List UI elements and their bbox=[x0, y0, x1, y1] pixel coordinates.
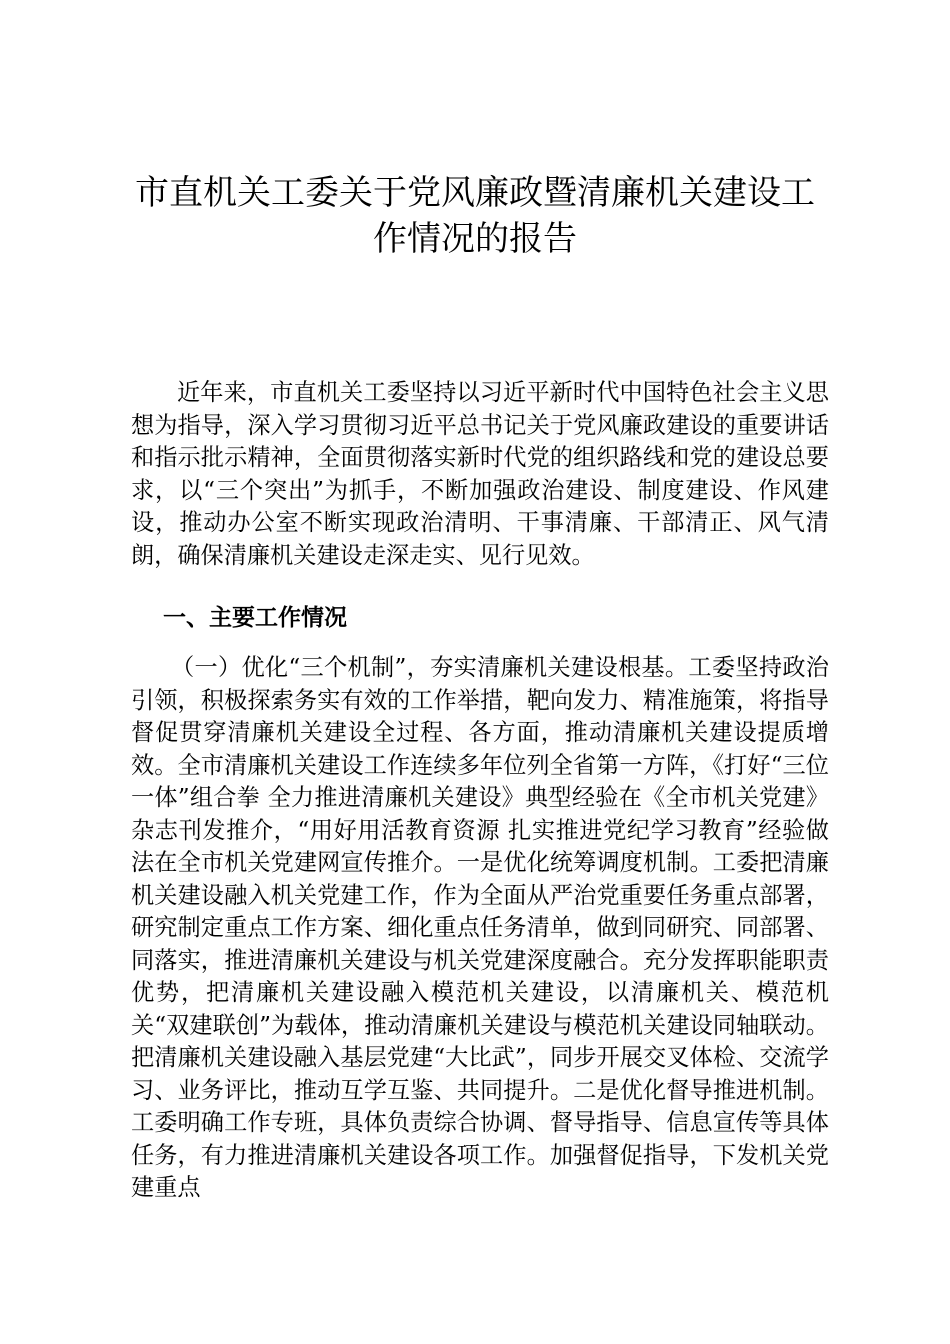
document-title bbox=[110, 170, 840, 262]
title-line-1: 市直机关工委关于党风廉政暨清廉机关建设工 bbox=[135, 173, 815, 213]
title-line-2: 作情况的报告 bbox=[373, 219, 577, 259]
intro-paragraph: 近年来，市直机关工委坚持以习近平新时代中国特色社会主义思想为指导，深入学习贯彻习近平总书记关于党风廉政建设的重要讲话和指示批示精神，全面贯彻落实新时代党的组织路线和党的建设总要求，以“三个突出”为抓手，不断加强政治建设、制度建设、作风建设，推动办公室不断实现政治清明、干事清廉、干部清正、风气清朗，确保清廉机关建设走深走实、见行见效。 bbox=[131, 379, 829, 569]
section-heading-main-work: 一、主要工作情况 bbox=[163, 605, 347, 631]
subsection-paragraph-1: （一）优化“三个机制”，夯实清廉机关建设根基。工委坚持政治引领，积极探索务实有效的工作举措，靶向发力、精准施策，将指导督促贯穿清廉机关建设全过程、各方面，推动清廉机关建设提质增效。全市清廉机关建设工作连续多年位列全省第一方阵，《打好“三位一体”组合拳 全力推进清廉机关建设》典型经验在《全市机关党建》杂志刊发推介，“用好用活教育资源 扎实推进党纪学习教育”经验做法在全市机关党建网宣传推介。一是优化统筹调度机制。工委把清廉机关建设融入机关党建工作，作为全面从严治党重要任务重点部署，研究制定重点工作方案、细化重点任务清单，做到同研究、同部署、同落实，推进清廉机关建设与机关党建深度融合。充分发挥职能职责优势，把清廉机关建设融入模范机关建设，以清廉机关、模范机关“双建联创”为载体，推动清廉机关建设与模范机关建设同轴联动。把清廉机关建设融入基层党建“大比武”，同步开展交叉体检、交流学习、业务评比，推动互学互鉴、共同提升。二是优化督导推进机制。工委明确工作专班，具体负责综合协调、督导指导、信息宣传等具体任务，有力推进清廉机关建设各项工作。加强督促指导，下发机关党建重点 bbox=[131, 654, 829, 1201]
